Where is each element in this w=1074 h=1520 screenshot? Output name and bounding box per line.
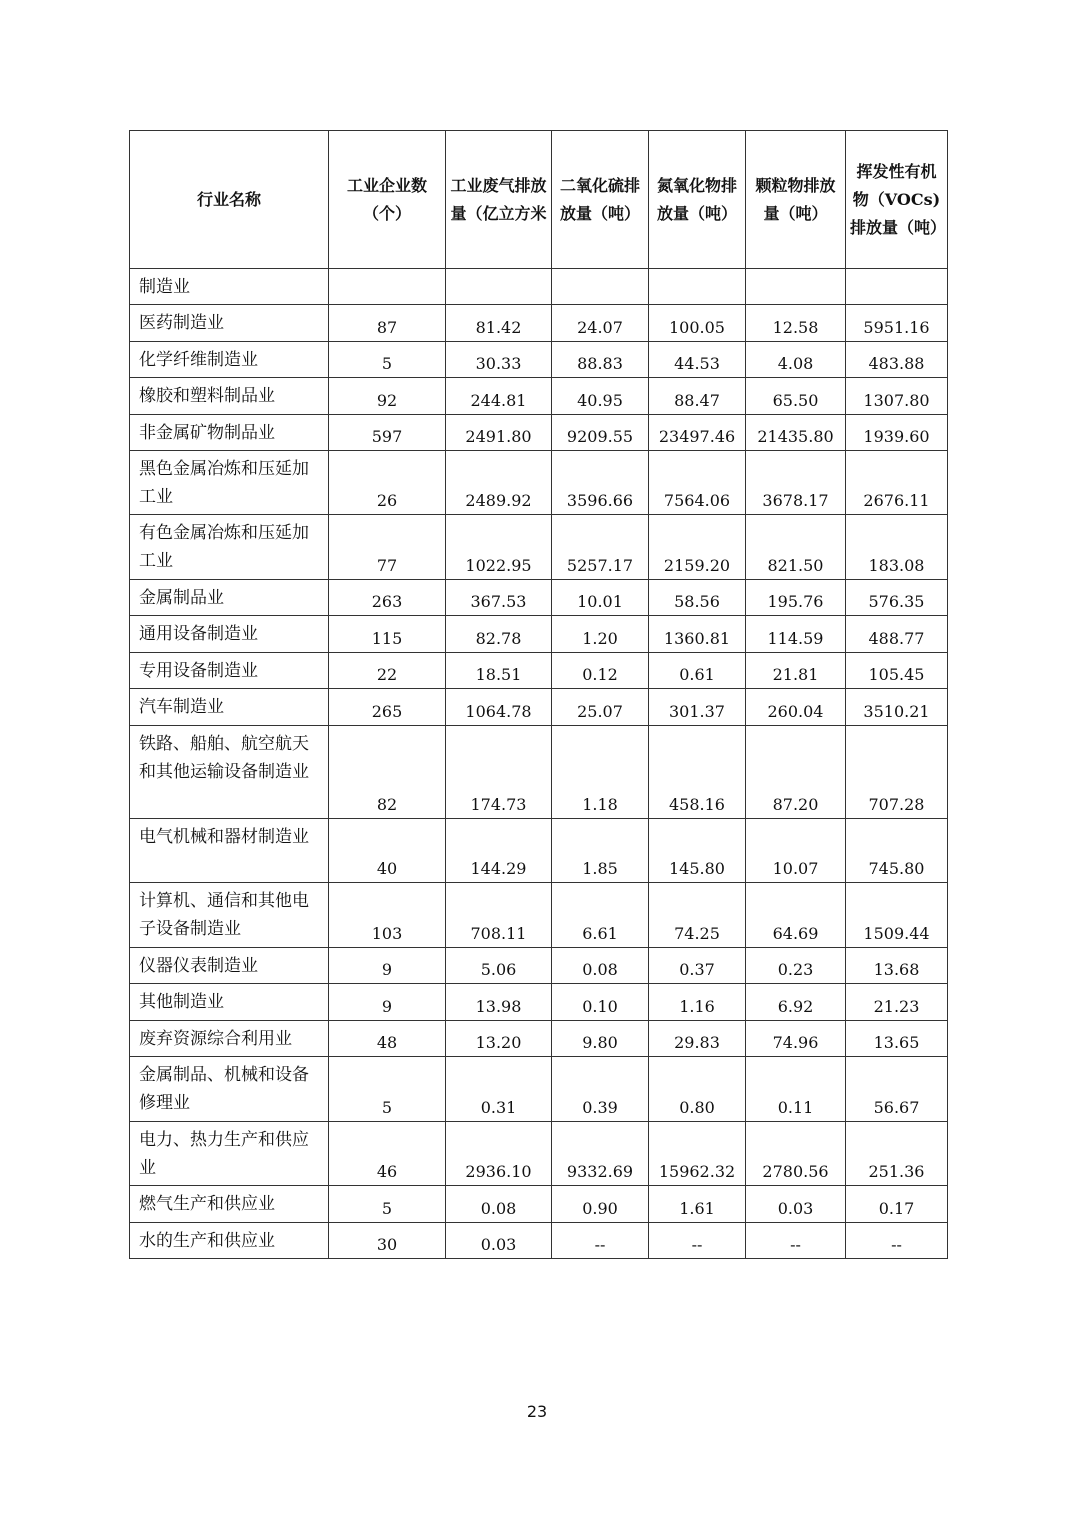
cell-waste-gas: 13.20 (446, 1021, 552, 1057)
cell-so2: 6.61 (552, 883, 649, 948)
cell-enterprise-count: 115 (329, 616, 446, 653)
cell-so2: 0.39 (552, 1057, 649, 1122)
cell-nox (649, 269, 746, 305)
cell-vocs: 707.28 (846, 726, 948, 819)
cell-waste-gas: 2936.10 (446, 1122, 552, 1186)
cell-so2: 25.07 (552, 689, 649, 726)
cell-so2: 9.80 (552, 1021, 649, 1057)
cell-particulate: 260.04 (746, 689, 846, 726)
table-row (130, 415, 948, 451)
cell-waste-gas: 0.03 (446, 1223, 552, 1259)
cell-waste-gas: 174.73 (446, 726, 552, 819)
cell-so2: 0.10 (552, 984, 649, 1021)
cell-so2: 0.08 (552, 948, 649, 984)
row-industry-name: 橡胶和塑料制品业 (130, 378, 329, 415)
cell-enterprise-count: 30 (329, 1223, 446, 1259)
header-row (130, 131, 948, 269)
cell-enterprise-count: 46 (329, 1122, 446, 1186)
cell-enterprise-count: 26 (329, 451, 446, 515)
cell-nox: 15962.32 (649, 1122, 746, 1186)
cell-particulate: 0.03 (746, 1186, 846, 1223)
cell-nox: 0.61 (649, 653, 746, 689)
table-row (130, 883, 948, 948)
cell-nox: 74.25 (649, 883, 746, 948)
cell-nox: 0.80 (649, 1057, 746, 1122)
cell-waste-gas: 2491.80 (446, 415, 552, 451)
row-industry-name: 铁路、船舶、航空航天和其他运输设备制造业 (130, 726, 329, 819)
cell-vocs: 1939.60 (846, 415, 948, 451)
header-particulate: 颗粒物排放量（吨） (746, 131, 846, 269)
cell-waste-gas: 244.81 (446, 378, 552, 415)
cell-vocs: 56.67 (846, 1057, 948, 1122)
row-industry-name: 有色金属冶炼和压延加工业 (130, 515, 329, 580)
cell-so2: 0.12 (552, 653, 649, 689)
table-row (130, 1122, 948, 1186)
cell-enterprise-count: 597 (329, 415, 446, 451)
table-row (130, 342, 948, 378)
table-row (130, 1186, 948, 1223)
row-industry-name: 其他制造业 (130, 984, 329, 1021)
row-industry-name: 计算机、通信和其他电子设备制造业 (130, 883, 329, 948)
table-row (130, 616, 948, 653)
cell-particulate: 2780.56 (746, 1122, 846, 1186)
cell-particulate: 195.76 (746, 580, 846, 616)
table-row (130, 1223, 948, 1259)
cell-nox: 1360.81 (649, 616, 746, 653)
cell-enterprise-count: 22 (329, 653, 446, 689)
cell-nox: 2159.20 (649, 515, 746, 580)
cell-particulate: 87.20 (746, 726, 846, 819)
cell-vocs: 105.45 (846, 653, 948, 689)
row-industry-name: 金属制品业 (130, 580, 329, 616)
cell-vocs: 745.80 (846, 819, 948, 883)
cell-enterprise-count: 5 (329, 342, 446, 378)
cell-particulate: 6.92 (746, 984, 846, 1021)
table-row (130, 1021, 948, 1057)
cell-waste-gas: 13.98 (446, 984, 552, 1021)
cell-enterprise-count: 103 (329, 883, 446, 948)
cell-nox: 7564.06 (649, 451, 746, 515)
cell-so2: 5257.17 (552, 515, 649, 580)
cell-so2: 1.85 (552, 819, 649, 883)
cell-waste-gas: 1064.78 (446, 689, 552, 726)
cell-nox: 58.56 (649, 580, 746, 616)
cell-waste-gas: 0.31 (446, 1057, 552, 1122)
cell-nox: 145.80 (649, 819, 746, 883)
cell-nox: 88.47 (649, 378, 746, 415)
row-industry-name: 水的生产和供应业 (130, 1223, 329, 1259)
cell-nox: 0.37 (649, 948, 746, 984)
cell-so2: 40.95 (552, 378, 649, 415)
header-vocs: 挥发性有机物（VOCs)排放量（吨） (846, 131, 948, 269)
cell-enterprise-count: 263 (329, 580, 446, 616)
table-row (130, 269, 948, 305)
row-industry-name: 专用设备制造业 (130, 653, 329, 689)
header-waste-gas: 工业废气排放量（亿立方米 (446, 131, 552, 269)
table-row (130, 726, 948, 819)
table-row (130, 1057, 948, 1122)
cell-vocs: 483.88 (846, 342, 948, 378)
cell-enterprise-count: 5 (329, 1186, 446, 1223)
header-nox: 氮氧化物排放量（吨） (649, 131, 746, 269)
cell-nox: 1.61 (649, 1186, 746, 1223)
cell-nox: 458.16 (649, 726, 746, 819)
header-enterprise-count: 工业企业数（个） (329, 131, 446, 269)
cell-enterprise-count: 40 (329, 819, 446, 883)
page-number: 23 (526, 1402, 548, 1421)
cell-vocs: 5951.16 (846, 305, 948, 342)
cell-enterprise-count: 48 (329, 1021, 446, 1057)
cell-particulate: 0.11 (746, 1057, 846, 1122)
cell-enterprise-count: 77 (329, 515, 446, 580)
cell-particulate: 0.23 (746, 948, 846, 984)
cell-so2 (552, 269, 649, 305)
cell-enterprise-count: 5 (329, 1057, 446, 1122)
cell-waste-gas: 708.11 (446, 883, 552, 948)
cell-waste-gas: 1022.95 (446, 515, 552, 580)
cell-vocs: 488.77 (846, 616, 948, 653)
row-industry-name: 黑色金属冶炼和压延加工业 (130, 451, 329, 515)
cell-particulate: -- (746, 1223, 846, 1259)
row-industry-name: 通用设备制造业 (130, 616, 329, 653)
row-industry-name: 制造业 (130, 269, 329, 305)
row-industry-name: 电力、热力生产和供应业 (130, 1122, 329, 1186)
cell-particulate: 114.59 (746, 616, 846, 653)
table-row (130, 689, 948, 726)
cell-vocs: 13.65 (846, 1021, 948, 1057)
cell-vocs: 1307.80 (846, 378, 948, 415)
header-so2: 二氧化硫排放量（吨） (552, 131, 649, 269)
cell-particulate: 21.81 (746, 653, 846, 689)
cell-particulate: 821.50 (746, 515, 846, 580)
cell-vocs: 3510.21 (846, 689, 948, 726)
table-row (130, 378, 948, 415)
row-industry-name: 电气机械和器材制造业 (130, 819, 329, 883)
table-row (130, 984, 948, 1021)
cell-waste-gas: 81.42 (446, 305, 552, 342)
cell-vocs: 251.36 (846, 1122, 948, 1186)
cell-particulate: 64.69 (746, 883, 846, 948)
cell-waste-gas: 30.33 (446, 342, 552, 378)
cell-so2: 0.90 (552, 1186, 649, 1223)
cell-particulate: 74.96 (746, 1021, 846, 1057)
cell-particulate (746, 269, 846, 305)
cell-nox: 23497.46 (649, 415, 746, 451)
cell-enterprise-count: 82 (329, 726, 446, 819)
table-row (130, 515, 948, 580)
cell-waste-gas: 367.53 (446, 580, 552, 616)
row-industry-name: 废弃资源综合利用业 (130, 1021, 329, 1057)
cell-particulate: 12.58 (746, 305, 846, 342)
cell-nox: 29.83 (649, 1021, 746, 1057)
cell-vocs: 21.23 (846, 984, 948, 1021)
cell-waste-gas: 144.29 (446, 819, 552, 883)
cell-particulate: 21435.80 (746, 415, 846, 451)
cell-enterprise-count: 87 (329, 305, 446, 342)
table-row (130, 948, 948, 984)
cell-nox: 100.05 (649, 305, 746, 342)
cell-enterprise-count: 265 (329, 689, 446, 726)
cell-so2: 10.01 (552, 580, 649, 616)
cell-waste-gas: 2489.92 (446, 451, 552, 515)
cell-waste-gas: 5.06 (446, 948, 552, 984)
row-industry-name: 化学纤维制造业 (130, 342, 329, 378)
cell-enterprise-count (329, 269, 446, 305)
cell-vocs (846, 269, 948, 305)
table-row (130, 653, 948, 689)
cell-so2: -- (552, 1223, 649, 1259)
row-industry-name: 汽车制造业 (130, 689, 329, 726)
cell-enterprise-count: 92 (329, 378, 446, 415)
header-industry-name: 行业名称 (130, 131, 329, 269)
table-row (130, 305, 948, 342)
cell-so2: 88.83 (552, 342, 649, 378)
cell-waste-gas (446, 269, 552, 305)
cell-waste-gas: 0.08 (446, 1186, 552, 1223)
row-industry-name: 金属制品、机械和设备修理业 (130, 1057, 329, 1122)
row-industry-name: 非金属矿物制品业 (130, 415, 329, 451)
row-industry-name: 医药制造业 (130, 305, 329, 342)
cell-vocs: -- (846, 1223, 948, 1259)
cell-waste-gas: 82.78 (446, 616, 552, 653)
cell-vocs: 0.17 (846, 1186, 948, 1223)
emissions-table (129, 130, 948, 1259)
table-row (130, 819, 948, 883)
cell-so2: 1.20 (552, 616, 649, 653)
table-row (130, 580, 948, 616)
row-industry-name: 仪器仪表制造业 (130, 948, 329, 984)
table-row (130, 451, 948, 515)
row-industry-name: 燃气生产和供应业 (130, 1186, 329, 1223)
cell-nox: -- (649, 1223, 746, 1259)
cell-so2: 24.07 (552, 305, 649, 342)
cell-so2: 3596.66 (552, 451, 649, 515)
cell-nox: 44.53 (649, 342, 746, 378)
cell-vocs: 183.08 (846, 515, 948, 580)
cell-so2: 9209.55 (552, 415, 649, 451)
cell-vocs: 2676.11 (846, 451, 948, 515)
cell-vocs: 13.68 (846, 948, 948, 984)
cell-nox: 1.16 (649, 984, 746, 1021)
cell-particulate: 10.07 (746, 819, 846, 883)
cell-so2: 9332.69 (552, 1122, 649, 1186)
cell-waste-gas: 18.51 (446, 653, 552, 689)
cell-enterprise-count: 9 (329, 984, 446, 1021)
cell-nox: 301.37 (649, 689, 746, 726)
cell-particulate: 4.08 (746, 342, 846, 378)
cell-vocs: 576.35 (846, 580, 948, 616)
cell-enterprise-count: 9 (329, 948, 446, 984)
cell-vocs: 1509.44 (846, 883, 948, 948)
cell-particulate: 3678.17 (746, 451, 846, 515)
cell-so2: 1.18 (552, 726, 649, 819)
cell-particulate: 65.50 (746, 378, 846, 415)
